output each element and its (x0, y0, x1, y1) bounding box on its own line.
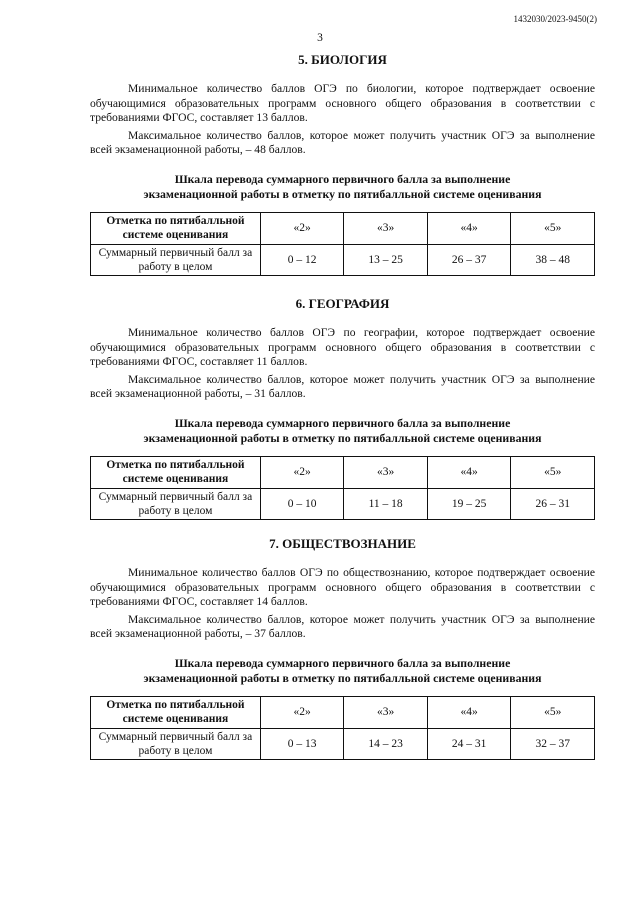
max-score-paragraph: Максимальное количество баллов, которое может получить участник ОГЭ за выполнение всей экзаменационной работы, – 48 баллов. (90, 128, 595, 156)
min-score-paragraph: Минимальное количество баллов ОГЭ по биологии, которое подтверждает освоение обучающимися образовательных программ основного общего образования в соответствии с требованиями ФГОС, составляет 13 баллов. (90, 82, 595, 124)
score-range-cell: 0 – 10 (260, 488, 344, 519)
score-range-cell: 14 – 23 (344, 728, 428, 759)
grade-row-header: Отметка по пятибалльной системе оценивания (91, 212, 261, 244)
score-row (91, 488, 595, 519)
max-score-paragraph: Максимальное количество баллов, которое может получить участник ОГЭ за выполнение всей экзаменационной работы, – 37 баллов. (90, 612, 595, 640)
section-social-studies (90, 536, 595, 760)
score-range-cell: 0 – 12 (260, 244, 344, 275)
page-number: 3 (317, 32, 323, 44)
score-scale-table (90, 212, 595, 276)
score-range-cell: 13 – 25 (344, 244, 428, 275)
grade-cell: «5» (511, 212, 595, 244)
scale-title-line-2: экзаменационной работы в отметку по пятибалльной системе оценивания (143, 670, 542, 685)
min-score-paragraph: Минимальное количество баллов ОГЭ по географии, которое подтверждает освоение обучающимися образовательных программ основного общего образования в соответствии с требованиями ФГОС, составляет 11 баллов. (90, 326, 595, 368)
grade-cell: «3» (344, 456, 428, 488)
section-title: 6. ГЕОГРАФИЯ (295, 296, 390, 311)
min-score-paragraph: Минимальное количество баллов ОГЭ по обществознанию, которое подтверждает освоение обучающимися образовательных программ основного общего образования в соответствии с требованиями ФГОС, составляет 14 баллов. (90, 566, 595, 608)
score-range-cell: 38 – 48 (511, 244, 595, 275)
grade-cell: «4» (427, 456, 511, 488)
score-range-cell: 24 – 31 (427, 728, 511, 759)
grade-cell: «4» (427, 212, 511, 244)
score-range-cell: 11 – 18 (344, 488, 428, 519)
section-biology (90, 52, 595, 276)
score-range-cell: 26 – 37 (427, 244, 511, 275)
grade-row-header: Отметка по пятибалльной системе оценивания (91, 456, 261, 488)
score-row (91, 244, 595, 275)
scale-title-line-1: Шкала перевода суммарного первичного балла за выполнение (174, 415, 511, 430)
scale-title-line-1: Шкала перевода суммарного первичного балла за выполнение (174, 655, 511, 670)
grade-cell: «2» (260, 212, 344, 244)
score-range-cell: 32 – 37 (511, 728, 595, 759)
grade-cell: «5» (511, 456, 595, 488)
score-range-cell: 0 – 13 (260, 728, 344, 759)
score-range-cell: 26 – 31 (511, 488, 595, 519)
score-row-header: Суммарный первичный балл за работу в целом (91, 488, 261, 519)
score-range-cell: 19 – 25 (427, 488, 511, 519)
score-row (91, 728, 595, 759)
score-scale-table (90, 696, 595, 760)
section-title: 7. ОБЩЕСТВОЗНАНИЕ (269, 536, 416, 551)
scale-title-line-2: экзаменационной работы в отметку по пятибалльной системе оценивания (143, 430, 542, 445)
grade-row-header: Отметка по пятибалльной системе оценивания (91, 696, 261, 728)
document-number: 1432030/2023-9450(2) (513, 14, 597, 24)
section-geography (90, 296, 595, 520)
max-score-paragraph: Максимальное количество баллов, которое может получить участник ОГЭ за выполнение всей экзаменационной работы, – 31 баллов. (90, 372, 595, 400)
scale-title-line-2: экзаменационной работы в отметку по пятибалльной системе оценивания (143, 186, 542, 201)
grade-cell: «2» (260, 696, 344, 728)
grade-row (91, 456, 595, 488)
scale-title-line-1: Шкала перевода суммарного первичного балла за выполнение (174, 171, 511, 186)
grade-cell: «5» (511, 696, 595, 728)
score-row-header: Суммарный первичный балл за работу в целом (91, 728, 261, 759)
grade-cell: «3» (344, 696, 428, 728)
section-title: 5. БИОЛОГИЯ (298, 52, 387, 67)
grade-cell: «3» (344, 212, 428, 244)
grade-cell: «4» (427, 696, 511, 728)
grade-row (91, 696, 595, 728)
score-row-header: Суммарный первичный балл за работу в целом (91, 244, 261, 275)
grade-cell: «2» (260, 456, 344, 488)
score-scale-table (90, 456, 595, 520)
grade-row (91, 212, 595, 244)
